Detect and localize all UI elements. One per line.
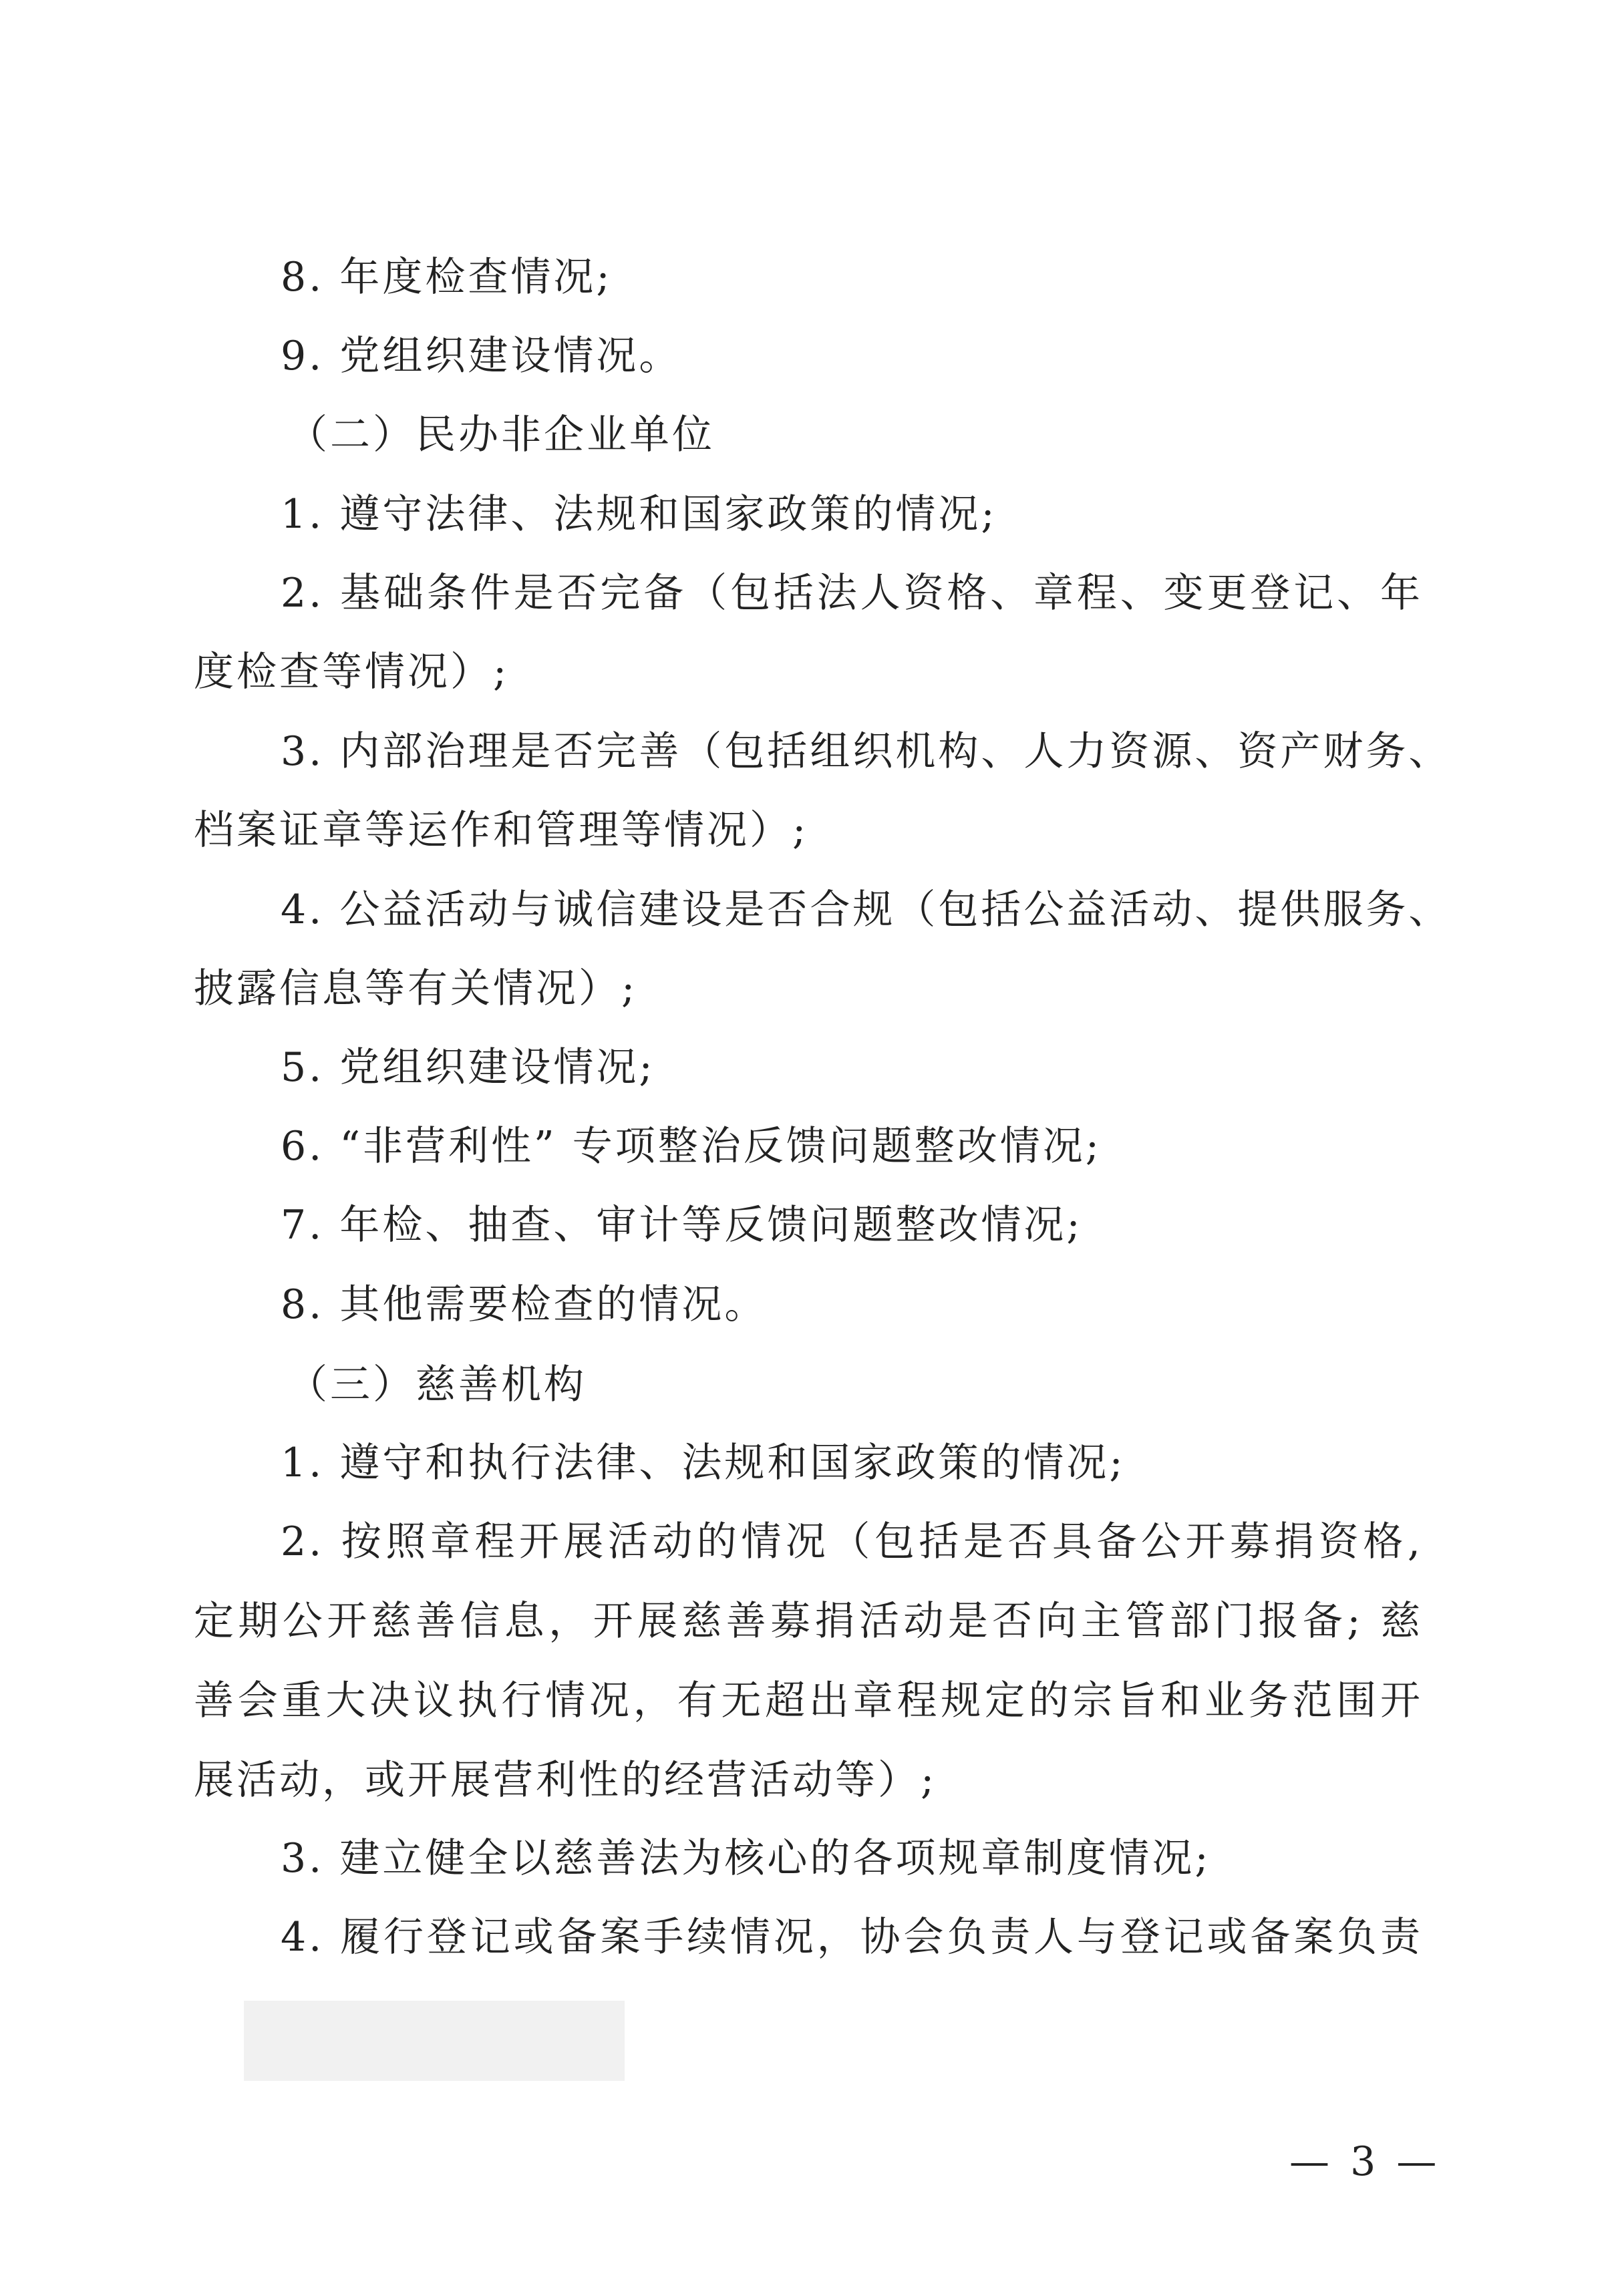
item-4-continuation: 披露信息等有关情况）;	[194, 965, 638, 1012]
charity-item-2-continuation-3: 展活动，或开展营利性的经营活动等）;	[194, 1757, 937, 1804]
section-heading-private-non-enterprise: （二）民办非企业单位	[287, 412, 715, 458]
charity-item-4-registration: 4. 履行登记或备案手续情况，协会负责人与登记或备案负责	[281, 1914, 1423, 1961]
charity-item-1-law-compliance: 1. 遵守和执行法律、法规和国家政策的情况;	[281, 1440, 1126, 1486]
charity-item-2-continuation-2: 善会重大决议执行情况，有无超出章程规定的宗旨和业务范围开	[194, 1677, 1423, 1724]
scan-ghost-mark	[244, 2001, 625, 2081]
page-number: — 3 —	[1289, 2138, 1441, 2185]
charity-item-2-continuation-1: 定期公开慈善信息，开展慈善募捐活动是否向主管部门报备; 慈	[194, 1598, 1423, 1645]
item-7-audit-rectification: 7. 年检、抽查、审计等反馈问题整改情况;	[281, 1202, 1083, 1249]
item-1-law-compliance: 1. 遵守法律、法规和国家政策的情况;	[281, 491, 997, 538]
charity-item-3-regulations: 3. 建立健全以慈善法为核心的各项规章制度情况;	[281, 1835, 1211, 1882]
section-heading-charity-organizations: （三）慈善机构	[287, 1361, 587, 1408]
item-3-internal-governance: 3. 内部治理是否完善（包括组织机构、人力资源、资产财务、	[281, 728, 1452, 775]
item-2-continuation: 度检查等情况）;	[194, 649, 510, 695]
item-6-non-profit-rectification: 6. “非营利性” 专项整治反馈问题整改情况;	[281, 1123, 1102, 1170]
item-5-party-building: 5. 党组织建设情况;	[281, 1044, 655, 1091]
item-2-basic-conditions: 2. 基础条件是否完备（包括法人资格、章程、变更登记、年	[281, 570, 1423, 617]
item-8-annual-inspection: 8. 年度检查情况;	[281, 254, 613, 301]
item-9-party-building: 9. 党组织建设情况。	[281, 333, 682, 379]
item-8-other-checks: 8. 其他需要检查的情况。	[281, 1281, 768, 1328]
item-3-continuation: 档案证章等运作和管理等情况）;	[194, 807, 809, 854]
item-4-public-welfare: 4. 公益活动与诚信建设是否合规（包括公益活动、提供服务、	[281, 886, 1452, 933]
charity-item-2-activities: 2. 按照章程开展活动的情况（包括是否具备公开募捐资格,	[281, 1518, 1423, 1565]
